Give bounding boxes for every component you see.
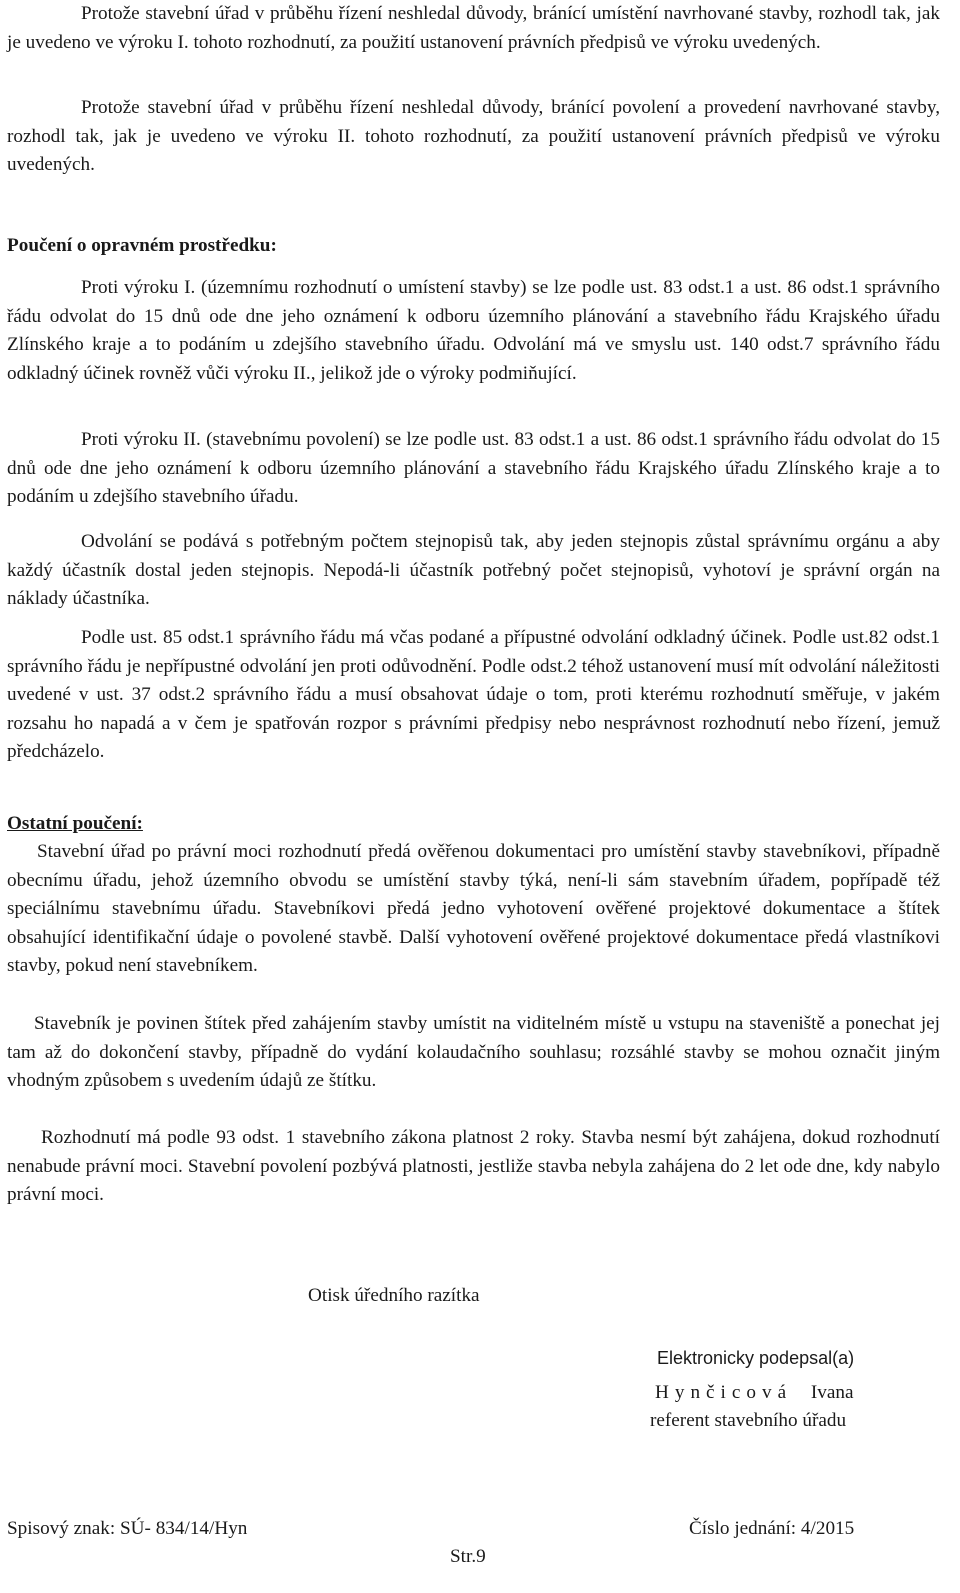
signatory-role: referent stavebního úřadu (650, 1410, 847, 1431)
page-number: Str.9 (450, 1546, 486, 1567)
paragraph-suspensive-effect: Podle ust. 85 odst.1 správního řádu má včas podané a přípustné odvolání odkladný účinek. Podle ust.82 odst.1 správního řádu je nepřípustné odvolání jen proti odůvodnění. Podle odst.2 téhož ustanovení musí mít odvolání náležitosti uvedené v ust. 37 odst.2 správního řádu a musí obsahovat údaje o tom, proti kterému rozhodnutí směřuje, v jakém rozsahu ho napadá a v čem je spatřován rozpor s právními předpisy nebo nesprávnost rozhodnutí nebo řízení, jemuž předcházelo. (7, 627, 940, 763)
signatory-first-name: Ivana (810, 1382, 854, 1403)
paragraph-appeal-2: Proti výroku II. (stavebnímu povolení) se lze podle ust. 83 odst.1 a ust. 86 odst.1 správního řádu odvolat do 15 dnů ode dne jeho oznámení k odboru územního plánování a stavebního řádu Krajského úřadu Zlínského kraje a to podáním u zdejšího stavebního úřadu. (7, 429, 940, 508)
paragraph-validity: Rozhodnutí má podle 93 odst. 1 stavebního zákona platnost 2 roky. Stavba nesmí být zahájena, dokud rozhodnutí nenabude právní moci. Stavební povolení pozbývá platnosti, jestliže stavba nebyla zahájena do 2 let ode dne, kdy nabylo právní moci. (7, 1127, 940, 1206)
reference-number: Číslo jednání: 4/2015 (689, 1518, 855, 1539)
paragraph-copies: Odvolání se podává s potřebným počtem stejnopisů tak, aby jeden stejnopis zůstal správnímu orgánu a aby každý účastník dostal jeden stejnopis. Nepodá-li účastník potřebný počet stejnopisů, vyhotoví je správní orgán na náklady účastníka. (7, 531, 940, 610)
paragraph-appeal-1: Proti výroku I. (územnímu rozhodnutí o umístení stavby) se lze podle ust. 83 odst.1 a ust. 86 odst.1 správního řádu odvolat do 15 dnů ode dne jeho oznámení k odboru územního plánování a stavebního řádu Krajského úřadu Zlínského kraje a to podáním u zdejšího stavebního úřadu. Odvolání má ve smyslu ust. 140 odst.7 správního řádu odkladný účinek rovněž vůči výroku II., jelikož jde o výroky podmiňující. (7, 277, 940, 384)
paragraph-decision-2: Protože stavební úřad v průběhu řízení neshledal důvody, bránící povolení a provedení navrhované stavby, rozhodl tak, jak je uvedeno ve výroku II. tohoto rozhodnutí, za použití ustanovení právních předpisů ve výroku uvedených. (7, 97, 940, 176)
paragraph-decision-1: Protože stavební úřad v průběhu řízení neshledal důvody, bránící umístění navrhované stavby, rozhodl tak, jak je uvedeno ve výroku I. tohoto rozhodnutí, za použití ustanovení právních předpisů ve výroku uvedených. (7, 3, 940, 53)
heading-other-instructions: Ostatní poučení: (7, 813, 143, 834)
signatory-surname: Hynčicová (655, 1382, 793, 1403)
heading-appeal-instructions: Poučení o opravném prostředku: (7, 235, 277, 256)
electronic-signature-label: Elektronicky podepsal(a) (657, 1348, 855, 1368)
paragraph-documentation: Stavební úřad po právní moci rozhodnutí předá ověřenou dokumentaci pro umístění stavby stavebníkovi, případně obecnímu úřadu, jehož územního obvodu se umístění stavby týká, není-li sám stavebním úřadem, popřípadě též speciálnímu stavebnímu úřadu. Stavebníkovi předá jedno vyhotovení ověřené projektové dokumentace a štítek obsahující identifikační údaje o povolené stavbě. Další vyhotovení ověřené projektové dokumentace předá vlastníkovi stavby, pokud není stavebníkem. (7, 841, 940, 977)
file-number: Spisový znak: SÚ- 834/14/Hyn (7, 1518, 248, 1539)
paragraph-label-sign: Stavebník je povinen štítek před zahájením stavby umístit na viditelném místě u vstupu na staveniště a ponechat jej tam až do dokončení stavby, případně do vydání kolaudačního souhlasu; rozsáhlé stavby se mohou označit jiným vhodným způsobem s uvedením údajů ze štítku. (7, 1013, 940, 1092)
signatory-name (655, 1381, 854, 1405)
stamp-label: Otisk úředního razítka (308, 1285, 480, 1306)
